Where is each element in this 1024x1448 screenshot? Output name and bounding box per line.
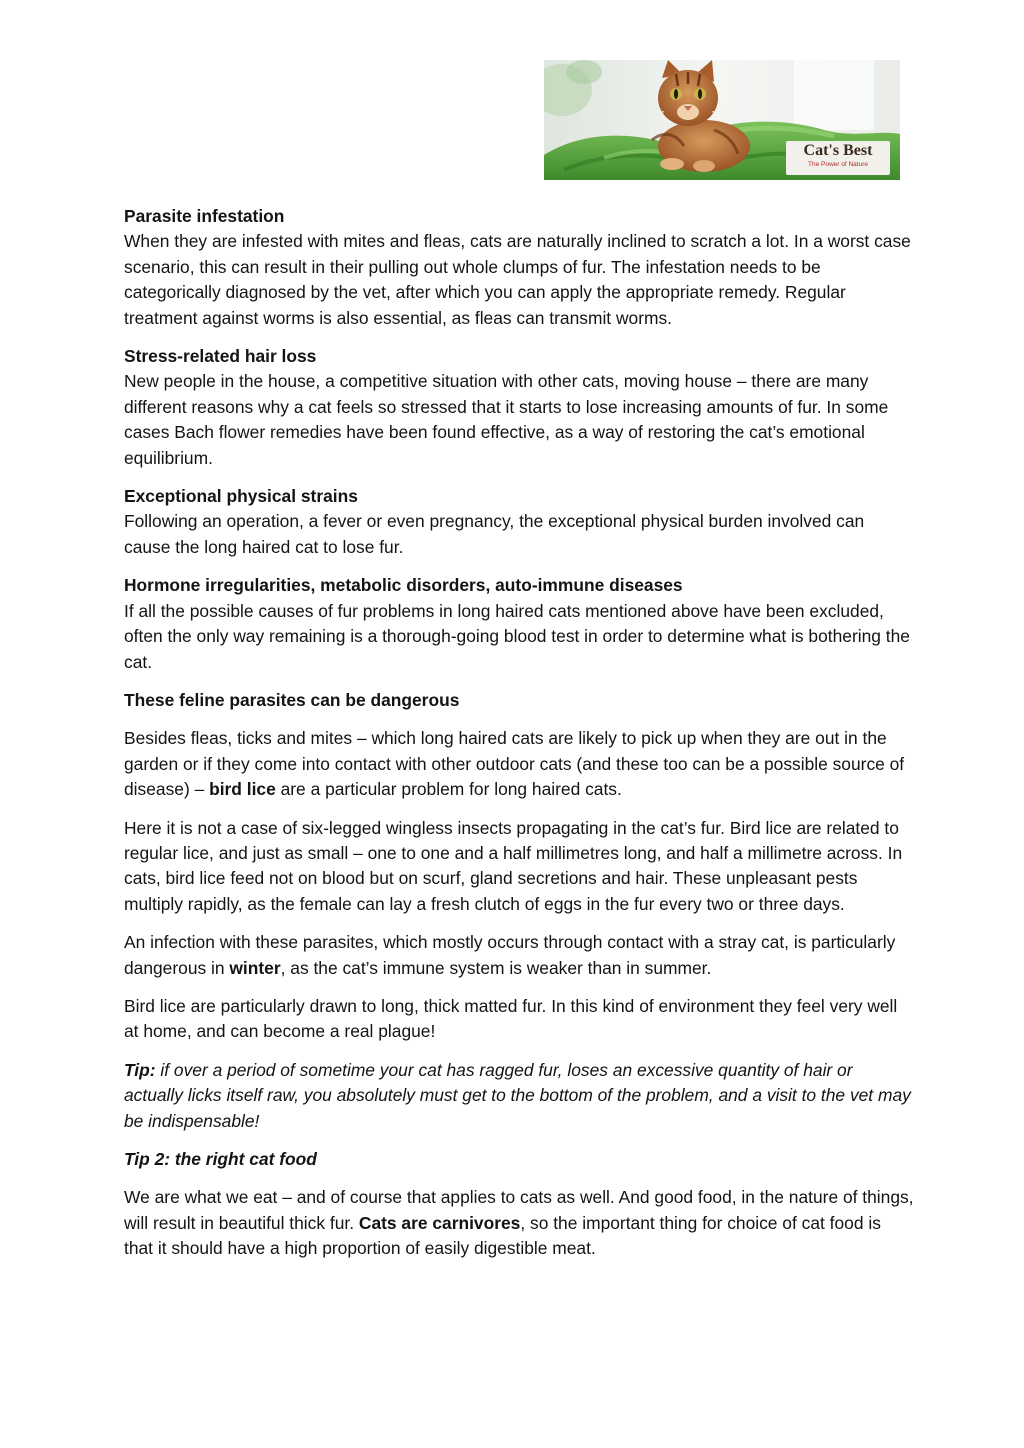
section-stress-hair-loss <box>124 344 914 471</box>
section-text: New people in the house, a competitive situation with other cats, moving house – there are many different reasons why a cat feels so stressed that it starts to lose increasing amounts of fur. In some cases Bach flower remedies have been found effective, as a way of restoring the cat’s emotional equilibrium. <box>124 371 889 468</box>
paragraph-text: , so the important thing for choice of cat food is that it should have a high proportion of easily digestible meat. <box>124 1212 881 1259</box>
section-heading: Parasite infestation <box>124 206 285 226</box>
paragraph-text: , as the cat’s immune system is weaker than in summer. <box>280 957 712 978</box>
section-hormone-irregularities <box>124 573 914 675</box>
section-text: When they are infested with mites and fleas, cats are naturally inclined to scratch a lot. In a worst case scenario, this can result in their pulling out whole clumps of fur. The infestation needs to be categorically diagnosed by the vet, after which you can apply the appropriate remedy. Regular treatment against worms is also essential, as fleas can transmit worms. <box>124 231 911 328</box>
paragraph-text: Here it is not a case of six-legged wingless insects propagating in the cat’s fur. Bird lice are related to regular lice, and just as small – one to one and a half millimetres long, and half a millimetre across. In cats, bird lice feed not on blood but on scurf, gland secretions and hair. These unpleasant pests multiply rapidly, as the female can lay a fresh clutch of eggs in the fur every two or three days. <box>124 817 903 914</box>
section-heading: Stress-related hair loss <box>124 346 317 367</box>
section-text: Following an operation, a fever or even pregnancy, the exceptional physical burden involved can cause the long haired cat to lose fur. <box>124 511 865 557</box>
paragraph-text: We are what we eat – and of course that applies to cats as well. And good food, in the nature of things, will result in beautiful thick fur. <box>124 1187 914 1233</box>
tip-label: Tip: <box>124 1059 156 1080</box>
tip-paragraph <box>124 1058 914 1134</box>
emphasis-text: Cats are carnivores <box>358 1212 521 1233</box>
emphasis-text: winter <box>229 957 281 978</box>
paragraph-infection-winter <box>124 930 914 981</box>
paragraph-lice-description <box>124 816 914 918</box>
paragraph-text: Bird lice are particularly drawn to long, thick matted fur. In this kind of environment they feel very well at home, and can become a real plague! <box>124 995 898 1042</box>
section-physical-strains <box>124 484 914 560</box>
emphasis-text: bird lice <box>209 779 276 800</box>
section-text: If all the possible causes of fur problems in long haired cats mentioned above have been excluded, often the only way remaining is a thorough-going blood test in order to determine what is bothering the cat. <box>124 600 910 672</box>
logo-tagline: The Power of Nature <box>808 161 868 168</box>
paragraph-text: Besides fleas, ticks and mites – which long haired cats are likely to pick up when they are out in the garden or if they come into contact with other outdoor cats (and these too can be a possible source of disease) – <box>124 728 905 800</box>
paragraph-text: are a particular problem for long haired cats. <box>275 779 622 800</box>
header-image <box>544 60 900 180</box>
section-parasite-infestation <box>124 204 914 331</box>
tip2-heading: Tip 2: the right cat food <box>124 1149 317 1169</box>
section-heading: Hormone irregularities, metabolic disorders, auto-immune diseases <box>124 575 683 596</box>
tip2-heading-block <box>124 1147 914 1172</box>
brand-logo <box>786 141 890 175</box>
section-heading: These feline parasites can be dangerous <box>124 689 460 710</box>
logo-name: Cat's Best <box>803 142 873 159</box>
tip-text: if over a period of sometime your cat has ragged fur, loses an excessive quantity of hair or actually licks itself raw, you absolutely must get to the bottom of the problem, and a visit to the vet may be indispensable! <box>124 1059 911 1131</box>
paragraph-matted-fur <box>124 994 914 1045</box>
paragraph-text: An infection with these parasites, which mostly occurs through contact with a stray cat, is particularly dangerous in <box>124 932 896 978</box>
dangerous-heading-block <box>124 688 914 713</box>
paragraph-bird-lice <box>124 726 914 802</box>
document-body <box>124 204 914 1275</box>
section-heading: Exceptional physical strains <box>124 486 358 507</box>
paragraph-cat-food <box>124 1185 914 1261</box>
